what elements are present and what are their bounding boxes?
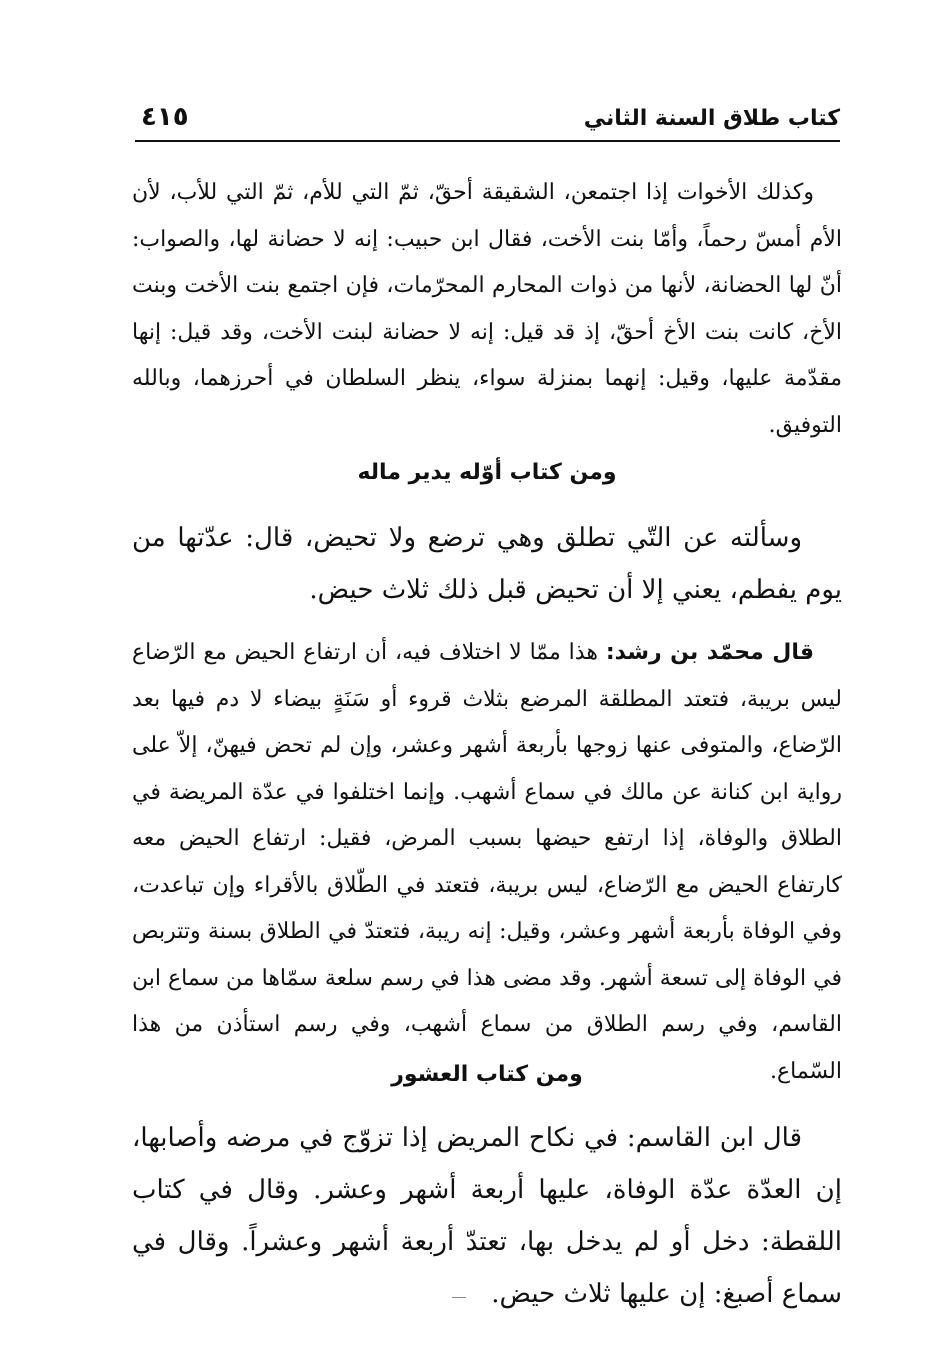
commentary-lead: قال محمّد بن رشد: (605, 640, 815, 665)
page-header (135, 100, 840, 142)
running-title: كتاب طلاق السنة الثاني (583, 106, 840, 131)
paragraph-question-nursing: وسألته عن التّي تطلق وهي ترضع ولا تحيض، قال: عدّتها من يوم يفطم، يعني إلا أن تحيض قبل ذلك ثلاث حيض. (132, 523, 842, 605)
footer-mark (452, 1297, 466, 1298)
page-number: ٤١٥ (141, 102, 189, 132)
commentary-body: هذا ممّا لا اختلاف فيه، أن ارتفاع الحيض مع الرّضاع ليس بريبة، فتعتد المطلقة المرضع بثلاث قروء أو سَنَةٍ بيضاء لا دم فيها بعد الرّضاع، والمتوفى عنها زوجها بأربعة أشهر وعشر، وإن لم تحض فيهنّ، إلاّ على رواية ابن كنانة عن مالك في سماع أشهب. وإنما اختلفوا في عدّة المريضة في الطلاق والوفاة، إذا ارتفع حيضها بسبب المرض، فقيل: ارتفاع الحيض معه كارتفاع الحيض مع الرّضاع، ليس بريبة، فتعتد في الطّلاق بالأقراء وإن تباعدت، وفي الوفاة بأربعة أشهر وعشر، وقيل: إنه ريبة، فتعتدّ في الطلاق بسنة وتتربص في الوفاة إلى تسعة أشهر. وقد مضى هذا في رسم سلعة سمّاها من سماع ابن القاسم، وفي رسم الطلاق من سماع أشهب، وفي رسم استأذن من هذا السّماع. (132, 640, 842, 1084)
section-heading-yudir-malahu: ومن كتاب أوّله يدير ماله (357, 460, 617, 485)
section-heading-ushur: ومن كتاب العشور (391, 1062, 583, 1087)
page-content (132, 170, 842, 1320)
paragraph-custody: وكذلك الأخوات إذا اجتمعن، الشقيقة أحقّ، ثمّ التي للأم، ثمّ التي للأب، لأن الأم أمسّ رحماً، وأمّا بنت الأخت، فقال ابن حبيب: إنه لا حضانة لها، والصواب: أنّ لها الحضانة، لأنها من ذوات المحارم المحرّمات، فإن اجتمع بنت الأخت وبنت الأخ، كانت بنت الأخ أحقّ، إذ قد قيل: إنه لا حضانة لبنت الأخت، وقد قيل: إنها مقدّمة عليها، وقيل: إنهما بمنزلة سواء، ينظر السلطان في أحرزهما، وبالله التوفيق. (132, 180, 842, 438)
paragraph-ibn-al-qasim: قال ابن القاسم: في نكاح المريض إذا تزوّج في مرضه وأصابها، إن العدّة عدّة الوفاة، عليها أربعة أشهر وعشر. وقال في كتاب اللقطة: دخل أو لم يدخل بها، تعتدّ أربعة أشهر وعشراً. وقال في سماع أصبغ: إن عليها ثلاث حيض. (132, 1123, 842, 1309)
